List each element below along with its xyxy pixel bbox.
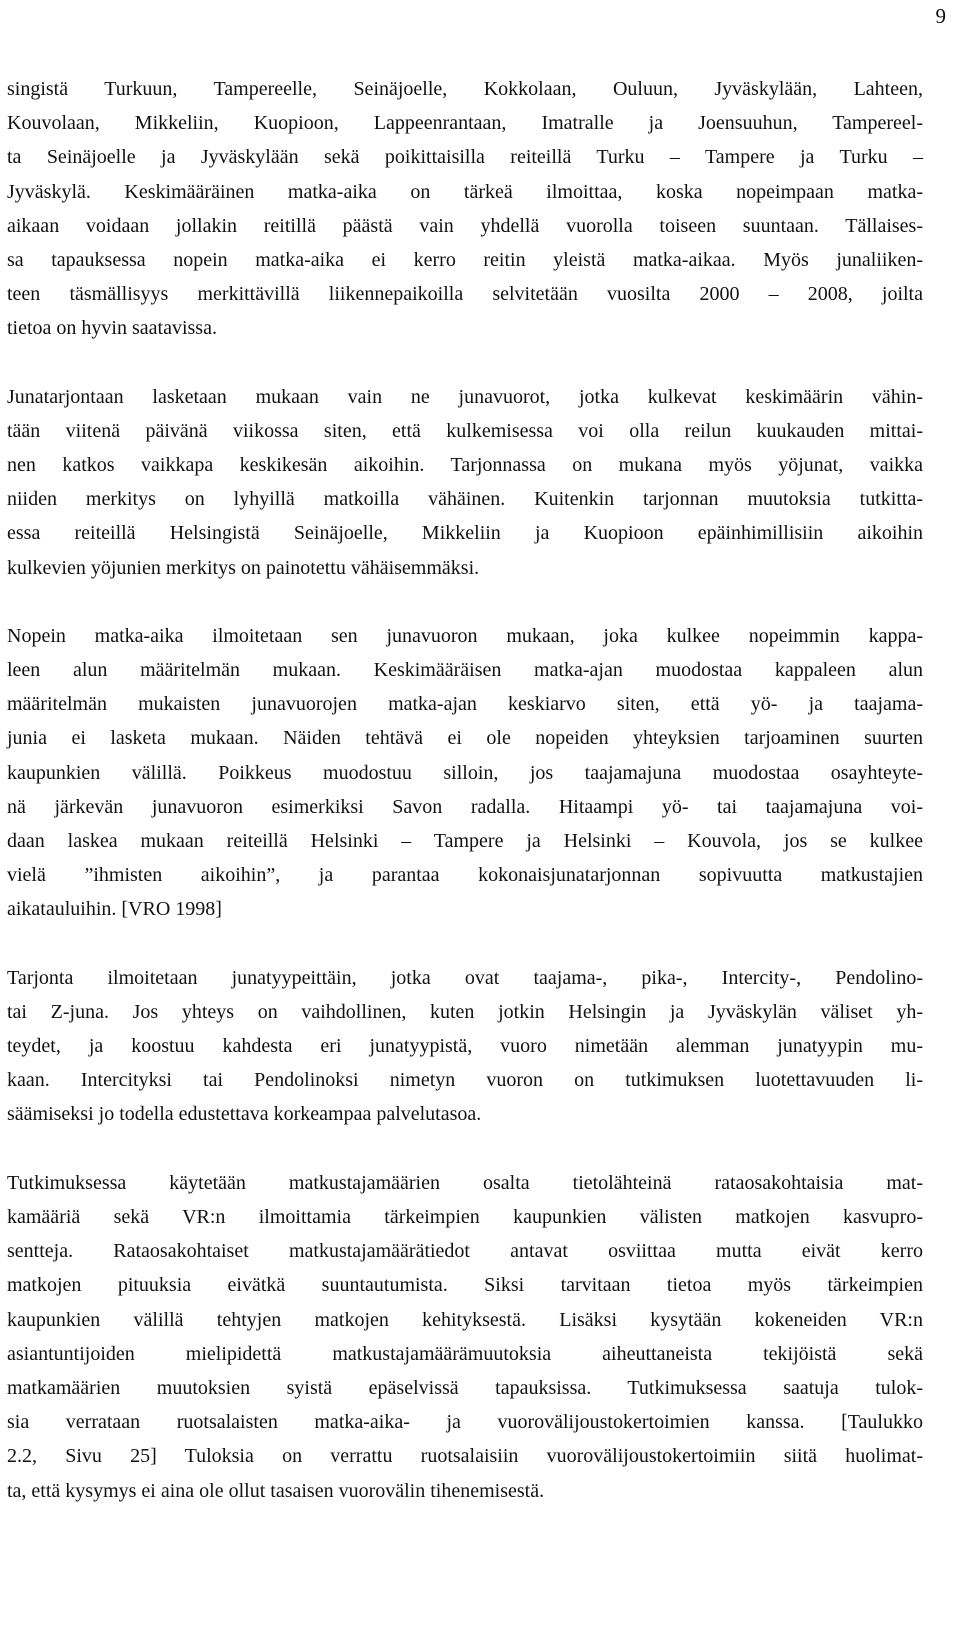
text-line: kaupunkien välillä. Poikkeus muodostuu silloin, jos taajamajuna muodostaa osayhteyte- — [7, 761, 923, 784]
text-line: Jyväskylä. Keskimääräinen matka-aika on tärkeä ilmoittaa, koska nopeimpaan matka- — [7, 180, 923, 203]
text-line: matkamäärien muutoksien syistä epäselvissä tapauksissa. Tutkimuksessa saatuja tulok- — [7, 1376, 923, 1399]
text-line: singistä Turkuun, Tampereelle, Seinäjoelle, Kokkolaan, Ouluun, Jyväskylään, Lahteen, — [7, 78, 923, 100]
text-line: sia verrataan ruotsalaisten matka-aika- ja vuorovälijoustokertoimien kanssa. [Taulukko — [7, 1411, 923, 1434]
text-line: sentteja. Rataosakohtaiset matkustajamäärätiedot antavat osviittaa mutta eivät kerro — [7, 1240, 923, 1263]
text-line: tai Z-juna. Jos yhteys on vaihdollinen, kuten jotkin Helsingin ja Jyväskylän väliset yh- — [7, 1000, 923, 1023]
text-line: kamääriä sekä VR:n ilmoittamia tärkeimpien kaupunkien välisten matkojen kasvupro- — [7, 1205, 923, 1228]
text-line: junia ei lasketa mukaan. Näiden tehtävä ei ole nopeiden yhteyksien tarjoaminen suurten — [7, 727, 923, 750]
text-line: teydet, ja koostuu kahdesta eri junatyypistä, vuoro nimetään alemman junatyypin mu- — [7, 1035, 923, 1058]
paragraph-5 — [7, 1166, 923, 1508]
paragraph-3 — [7, 619, 923, 927]
paragraph-1 — [7, 72, 923, 346]
text-line: teen täsmällisyys merkittävillä liikennepaikoilla selvitetään vuosilta 2000 – 2008, joilta — [7, 283, 923, 306]
text-line: essa reiteillä Helsingistä Seinäjoelle, Mikkeliin ja Kuopioon epäinhimillisiin aikoihin — [7, 522, 923, 545]
text-line: vielä ”ihmisten aikoihin”, ja parantaa kokonaisjunatarjonnan sopivuutta matkustajien — [7, 864, 923, 887]
text-line: kaan. Intercityksi tai Pendolinoksi nimetyn vuoron on tutkimuksen luotettavuuden li- — [7, 1069, 923, 1092]
paragraph-2 — [7, 380, 923, 585]
page-number: 9 — [935, 4, 946, 28]
text-line: kulkevien yöjunien merkitys on painotettu vähäisemmäksi. — [7, 556, 480, 579]
text-line: tietoa on hyvin saatavissa. — [7, 317, 217, 340]
text-line: ta Seinäjoelle ja Jyväskylään sekä poikittaisilla reiteillä Turku – Tampere ja Turku – — [7, 146, 923, 169]
text-line: kaupunkien välillä tehtyjen matkojen kehityksestä. Lisäksi kysytään kokeneiden VR:n — [7, 1308, 923, 1331]
text-line: aikatauluihin. [VRO 1998] — [7, 898, 222, 921]
text-line: nä järkevän junavuoron esimerkiksi Savon radalla. Hitaampi yö- tai taajamajuna voi- — [7, 795, 923, 818]
text-line: Tarjonta ilmoitetaan junatyypeittäin, jotka ovat taajama-, pika-, Intercity-, Pendolino- — [7, 966, 923, 989]
text-line: Junatarjontaan lasketaan mukaan vain ne junavuorot, jotka kulkevat keskimäärin vähin- — [7, 385, 923, 408]
text-line: leen alun määritelmän mukaan. Keskimääräisen matka-ajan muodostaa kappaleen alun — [7, 659, 923, 682]
paragraph-4 — [7, 961, 923, 1132]
text-line: määritelmän mukaisten junavuorojen matka-ajan keskiarvo siten, että yö- ja taajama- — [7, 693, 923, 716]
text-line: nen katkos vaikkapa keskikesän aikoihin. Tarjonnassa on mukana myös yöjunat, vaikka — [7, 454, 923, 477]
text-line: niiden merkitys on lyhyillä matkoilla vähäinen. Kuitenkin tarjonnan muutoksia tutkitta- — [7, 488, 923, 511]
document-body — [7, 72, 923, 1508]
text-line: matkojen pituuksia eivätkä suuntautumista. Siksi tarvitaan tietoa myös tärkeimpien — [7, 1274, 923, 1297]
text-line: aikaan voidaan jollakin reitillä päästä vain yhdellä vuorolla toiseen suuntaan. Tällaises- — [7, 214, 923, 237]
text-line: Nopein matka-aika ilmoitetaan sen junavuoron mukaan, joka kulkee nopeimmin kappa- — [7, 624, 923, 647]
text-line: Tutkimuksessa käytetään matkustajamäärien osalta tietolähteinä rataosakohtaisia mat- — [7, 1171, 923, 1194]
text-line: tään viitenä päivänä viikossa siten, että kulkemisessa voi olla reilun kuukauden mittai- — [7, 419, 923, 442]
text-line: daan laskea mukaan reiteillä Helsinki – Tampere ja Helsinki – Kouvola, jos se kulkee — [7, 830, 923, 853]
text-line: sa tapauksessa nopein matka-aika ei kerro reitin yleistä matka-aikaa. Myös junaliiken- — [7, 249, 923, 272]
text-line: ta, että kysymys ei aina ole ollut tasaisen vuorovälin tihenemisestä. — [7, 1479, 545, 1502]
text-line: Kouvolaan, Mikkeliin, Kuopioon, Lappeenrantaan, Imatralle ja Joensuuhun, Tampereel- — [7, 112, 923, 135]
text-line: asiantuntijoiden mielipidettä matkustajamäärämuutoksia aiheuttaneista tekijöistä sekä — [7, 1342, 923, 1365]
text-line: säämiseksi jo todella edustettava korkeampaa palvelutasoa. — [7, 1103, 482, 1126]
text-line: 2.2, Sivu 25] Tuloksia on verrattu ruotsalaisiin vuorovälijoustokertoimiin siitä huolimat- — [7, 1445, 923, 1468]
